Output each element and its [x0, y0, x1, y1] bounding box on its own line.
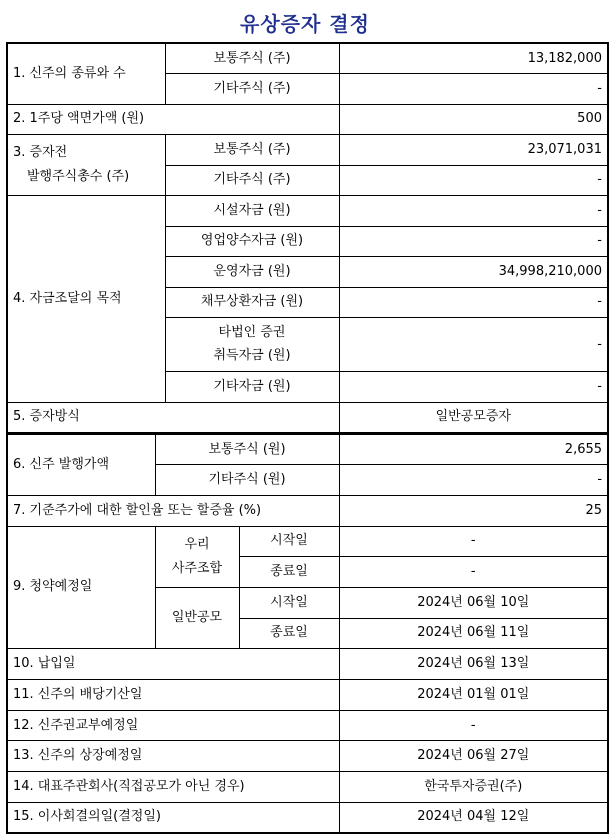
- row-label-discount-rate: 7. 기준주가에 대한 할인율 또는 할증율 (%): [7, 495, 339, 526]
- row-label-listing-date: 13. 신주의 상장예정일: [7, 741, 339, 772]
- row-label-par-value: 2. 1주당 액면가액 (원): [7, 104, 339, 135]
- table-row: [7, 680, 608, 711]
- fund-value-facility: -: [339, 196, 608, 227]
- sub-label-other: 기타주식 (주): [165, 165, 339, 196]
- fund-label-facility: 시설자금 (원): [165, 196, 339, 227]
- row-label-payment-date: 10. 납입일: [7, 649, 339, 680]
- page-title: 유상증자 결정: [240, 12, 370, 36]
- table-row: [7, 741, 608, 772]
- fund-label-securities: [165, 318, 339, 372]
- sub-label-other: 기타주식 (원): [155, 465, 339, 496]
- fund-label-business-acquisition: 영업양수자금 (원): [165, 226, 339, 257]
- fund-value-other: -: [339, 372, 608, 403]
- value-dividend-date: 2024년 01월 01일: [339, 680, 608, 711]
- group-public-offering: 일반공모: [155, 587, 239, 648]
- value-issue-price-other: -: [339, 465, 608, 496]
- value-payment-date: 2024년 06월 13일: [339, 649, 608, 680]
- table-row: [7, 649, 608, 680]
- label-start-date: 시작일: [239, 587, 339, 618]
- value-issue-price-common: 2,655: [339, 434, 608, 465]
- row-label-pre-issue-line2: 발행주식총수 (주): [27, 169, 130, 184]
- group-employee-union-line2: 사주조합: [171, 560, 223, 576]
- value-method: 일반공모증자: [339, 402, 608, 433]
- fund-label-debt-repayment: 채무상환자금 (원): [165, 287, 339, 318]
- value-common-shares: 13,182,000: [339, 43, 608, 74]
- row-label-lead-manager: 14. 대표주관회사(직접공모가 아닌 경우): [7, 772, 339, 803]
- row-label-board-date: 15. 이사회결의일(결정일): [7, 802, 339, 833]
- row-label-issue-price: 6. 신주 발행가액: [7, 434, 155, 495]
- group-employee-union-line1: 우리: [184, 536, 210, 552]
- fund-value-securities: -: [339, 318, 608, 372]
- value-board-date: 2024년 04월 12일: [339, 802, 608, 833]
- value-discount-rate: 25: [339, 495, 608, 526]
- row-label-pre-issue: [7, 135, 165, 196]
- row-label-dividend-date: 11. 신주의 배당기산일: [7, 680, 339, 711]
- fund-value-operating: 34,998,210,000: [339, 257, 608, 288]
- value-pre-common: 23,071,031: [339, 135, 608, 166]
- table-row: [7, 710, 608, 741]
- fund-label-operating: 운영자금 (원): [165, 257, 339, 288]
- sub-label-other: 기타주식 (주): [165, 74, 339, 105]
- capital-increase-table-part1: [6, 42, 609, 434]
- fund-label-securities-line1: 타법인 증권: [218, 325, 286, 340]
- table-row: [7, 495, 608, 526]
- value-lead-manager: 한국투자증권(주): [339, 772, 608, 803]
- label-end-date: 종료일: [239, 618, 339, 649]
- fund-value-debt-repayment: -: [339, 287, 608, 318]
- row-label-pre-issue-line1: 3. 증자전: [13, 145, 68, 160]
- value-union-start: -: [339, 526, 608, 557]
- row-label-subscription: 9. 청약예정일: [7, 526, 155, 649]
- row-label-fund-purpose: 4. 자금조달의 목적: [7, 196, 165, 403]
- label-start-date: 시작일: [239, 526, 339, 557]
- table-row: [7, 772, 608, 803]
- sub-label-common: 보통주식 (원): [155, 434, 339, 465]
- value-public-start: 2024년 06월 10일: [339, 587, 608, 618]
- fund-value-business-acquisition: -: [339, 226, 608, 257]
- label-end-date: 종료일: [239, 557, 339, 588]
- value-par-value: 500: [339, 104, 608, 135]
- fund-label-securities-line2: 취득자금 (원): [213, 348, 291, 363]
- value-certificate-date: -: [339, 710, 608, 741]
- table-row: [7, 196, 608, 227]
- table-row: [7, 802, 608, 833]
- table-row: [7, 526, 608, 557]
- fund-label-other: 기타자금 (원): [165, 372, 339, 403]
- sub-label-common: 보통주식 (주): [165, 135, 339, 166]
- capital-increase-table-part2: [6, 433, 609, 834]
- table-row: [7, 43, 608, 74]
- table-row: [7, 434, 608, 465]
- group-employee-union: [155, 526, 239, 587]
- row-label-method: 5. 증자방식: [7, 402, 339, 433]
- value-other-shares: -: [339, 74, 608, 105]
- value-union-end: -: [339, 557, 608, 588]
- table-row: [7, 135, 608, 166]
- value-pre-other: -: [339, 165, 608, 196]
- table-row: [7, 104, 608, 135]
- sub-label-common: 보통주식 (주): [165, 43, 339, 74]
- value-public-end: 2024년 06월 11일: [339, 618, 608, 649]
- table-row: [7, 402, 608, 433]
- row-label-certificate-date: 12. 신주권교부예정일: [7, 710, 339, 741]
- row-label-share-type: 1. 신주의 종류와 수: [7, 43, 165, 104]
- value-listing-date: 2024년 06월 27일: [339, 741, 608, 772]
